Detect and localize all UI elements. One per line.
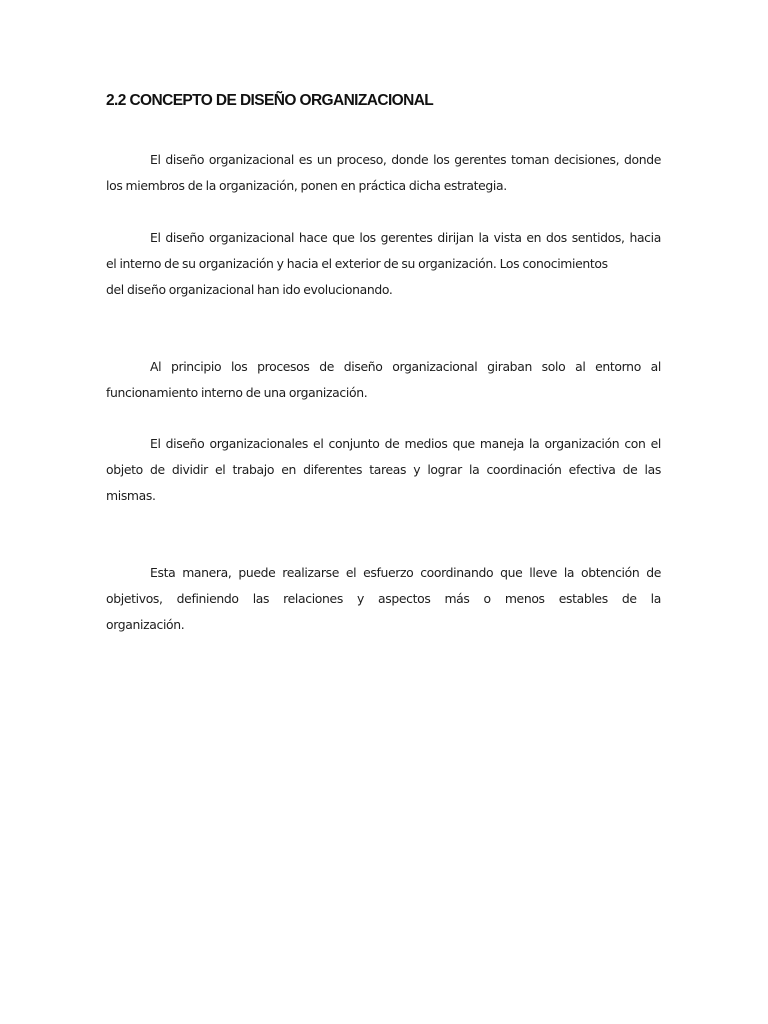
paragraph-5-line-1: Esta manera, puede realizarse el esfuerzo coordinando que lleve la obtención de bbox=[150, 565, 661, 580]
paragraph-1 bbox=[106, 147, 661, 199]
paragraph-5-line-3: organización. bbox=[106, 617, 185, 632]
paragraph-2-line-3: del diseño organizacional han ido evolucionando. bbox=[106, 282, 393, 297]
paragraph-3 bbox=[106, 354, 661, 406]
paragraph-4-line-1: El diseño organizacionales el conjunto de medios que maneja la organización con el bbox=[150, 436, 661, 451]
paragraph-5-line-2: objetivos, definiendo las relaciones y aspectos más o menos estables de la bbox=[106, 591, 661, 606]
paragraph-1-line-2: los miembros de la organización, ponen en práctica dicha estrategia. bbox=[106, 178, 507, 193]
section-heading: 2.2 CONCEPTO DE DISEÑO ORGANIZACIONAL bbox=[106, 92, 434, 109]
paragraph-4-line-2: objeto de dividir el trabajo en diferentes tareas y lograr la coordinación efectiva de las bbox=[106, 462, 661, 477]
paragraph-2 bbox=[106, 225, 661, 303]
paragraph-3-line-1: Al principio los procesos de diseño organizacional giraban solo al entorno al bbox=[150, 359, 661, 374]
paragraph-2-line-2: el interno de su organización y hacia el exterior de su organización. Los conocimientos bbox=[106, 256, 608, 271]
paragraph-4-line-3: mismas. bbox=[106, 488, 156, 503]
paragraph-3-line-2: funcionamiento interno de una organización. bbox=[106, 385, 368, 400]
paragraph-1-line-1: El diseño organizacional es un proceso, donde los gerentes toman decisiones, donde bbox=[150, 152, 661, 167]
paragraph-5 bbox=[106, 560, 661, 638]
paragraph-2-line-1: El diseño organizacional hace que los gerentes dirijan la vista en dos sentidos, hacia bbox=[150, 230, 661, 245]
paragraph-4 bbox=[106, 431, 661, 509]
